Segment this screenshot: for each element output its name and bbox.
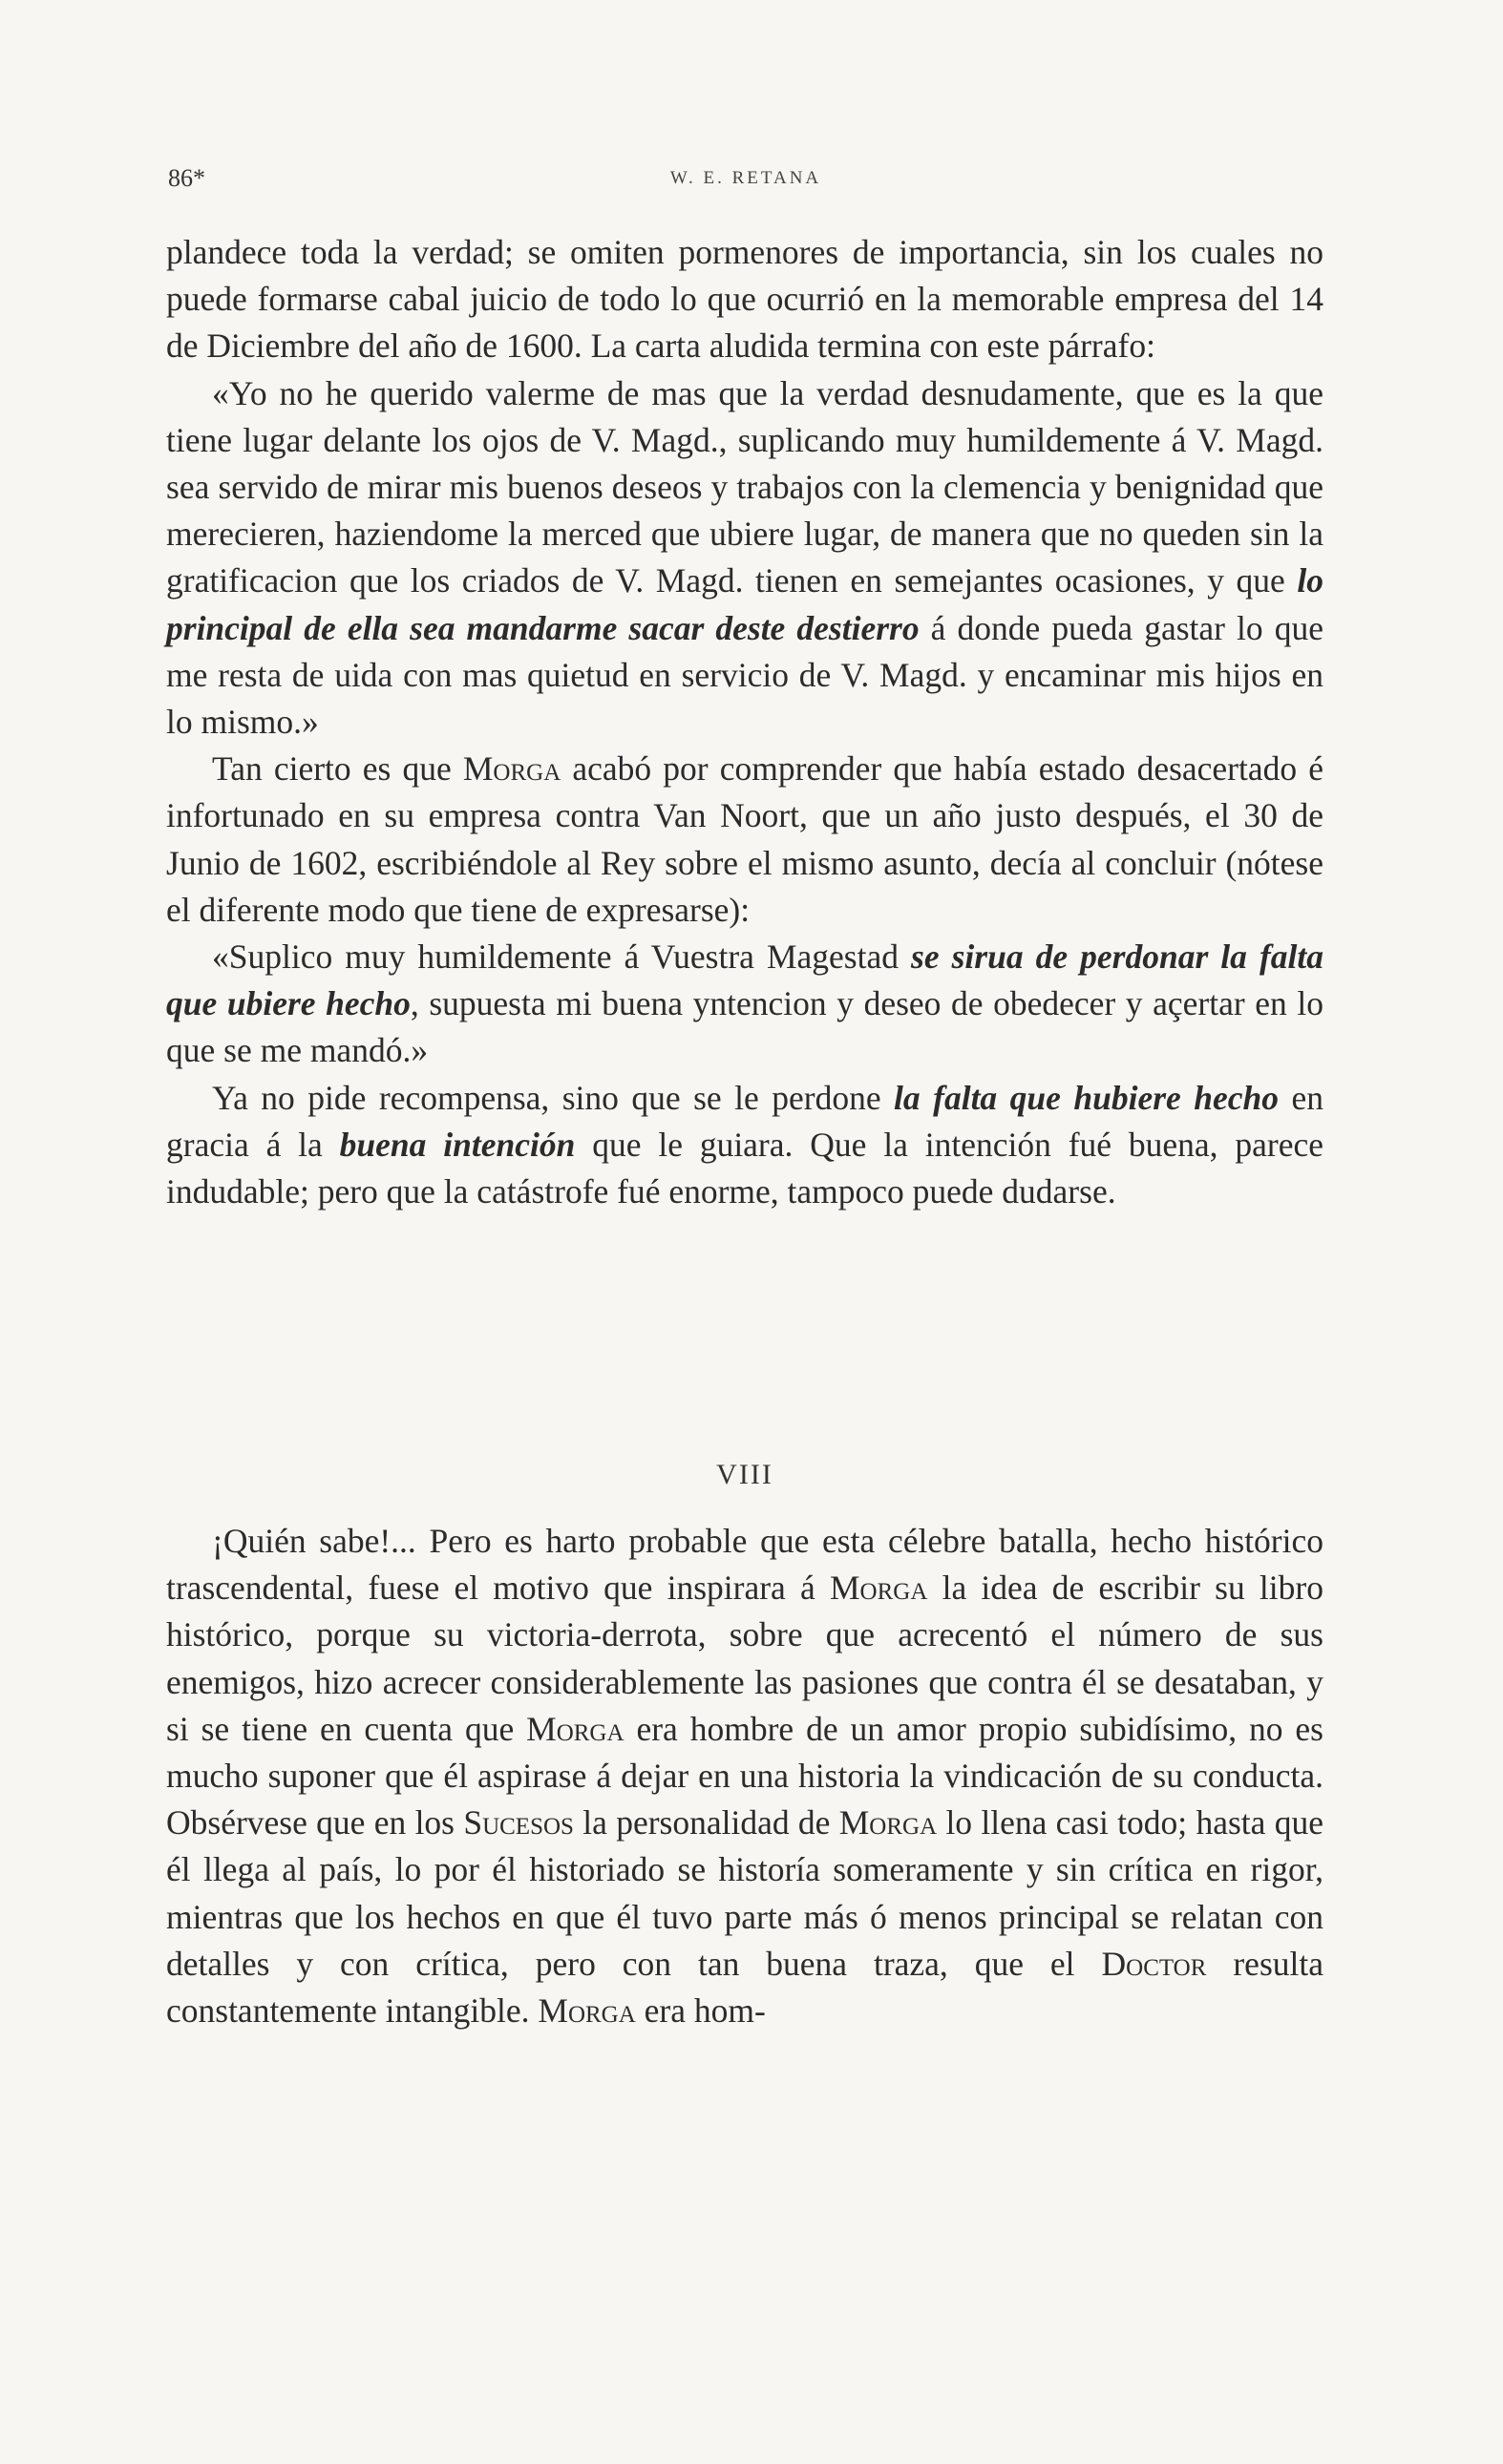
- paragraph-text: Ya no pide recompensa, sino que se le perdone: [212, 1078, 895, 1117]
- italic-quote: buena intención: [339, 1125, 576, 1164]
- small-caps-name: Morga: [462, 749, 561, 789]
- paragraph-text: «Yo no he querido valerme de mas que la verdad desnudamente, que es la que tiene lugar delante los ojos de V. Magd., suplicando muy humildemente á V. Magd. sea servido de mirar mis buenos deseos y trabajos con la clemencia y benignidad que merecieren, haziendome la merced que ubiere lugar, de manera que no queden sin la gratificacion que los criados de V. Magd. tienen en semejantes ocasiones, y que: [166, 373, 1323, 600]
- small-caps-name: Morga: [829, 1569, 928, 1608]
- paragraph-text: plandece toda la verdad; se omiten pormenores de importancia, sin los cuales no puede formarse cabal juicio de todo lo que ocurrió en la memorable empresa del 14 de Diciembre del año de 1600. La carta aludida termina con este párrafo:: [166, 233, 1323, 366]
- paragraph-text: la personalidad de: [573, 1803, 839, 1843]
- paragraph-text: «Suplico muy humildemente á Vuestra Magestad: [212, 937, 911, 977]
- paragraph: [166, 1518, 1323, 2034]
- small-caps-name: Morga: [538, 1991, 636, 2031]
- italic-quote: se sirua de perdonar la falta que ubiere hecho: [166, 937, 1323, 1023]
- paragraph: [166, 746, 1323, 934]
- paragraph: [166, 1075, 1323, 1216]
- page-number: 86*: [168, 164, 205, 192]
- small-caps-name: Doctor: [1101, 1944, 1207, 1983]
- paragraph: [166, 934, 1323, 1075]
- small-caps-name: Morga: [526, 1709, 624, 1748]
- paragraph-text: á donde pueda gastar lo que me resta de uida con mas quietud en servicio de V. Magd. y encaminar mis hijos en lo mismo.»: [166, 608, 1323, 742]
- italic-quote: lo principal de ella sea mandarme sacar deste destierro: [166, 561, 1323, 647]
- small-caps-name: Morga: [838, 1803, 938, 1843]
- body-text-lower: [166, 1518, 1323, 2034]
- paragraph-text: Tan cierto es que: [212, 749, 463, 789]
- running-head: W. E. RETANA: [669, 168, 822, 188]
- body-text-upper: [166, 229, 1323, 1215]
- paragraph-text: era hom-: [635, 1991, 766, 2031]
- paragraph-text: ¡Quién sabe!... Pero es harto probable que esta célebre batalla, hecho histórico trascendental, fuese el motivo que inspirara á: [166, 1522, 1323, 1608]
- paragraph-text: que le guiara. Que la intención fué buena, parece indudable; pero que la catástrofe fué enorme, tampoco puede dudarse.: [166, 1125, 1323, 1211]
- paragraph-text: era hombre de un amor propio subidísimo, no es mucho suponer que él aspirase á dejar en una historia la vindicación de su conducta. Obsérvese que en los: [166, 1709, 1323, 1843]
- paragraph-text: , supuesta mi buena yntencion y deseo de obedecer y açertar en lo que se me mandó.»: [166, 984, 1324, 1070]
- paragraph-text: resulta constantemente intangible.: [166, 1944, 1323, 2031]
- paragraph: [166, 229, 1323, 370]
- paragraph-text: la idea de escribir su libro histórico, porque su victoria-derrota, sobre que acrecentó el número de sus enemigos, hizo acrecer considerablemente las pasiones que contra él se desataban, y si se tiene en cuenta que: [166, 1569, 1323, 1748]
- paragraph-text: en gracia á la: [166, 1078, 1323, 1164]
- paragraph-text: lo llena casi todo; hasta que él llega al país, lo por él historiado se historía someramente y sin crítica en rigor, mientras que los hechos en que él tuvo parte más ó menos principal se relatan con detalles y con crítica, pero con tan buena traza, que el: [166, 1803, 1323, 1983]
- paragraph: [166, 370, 1323, 747]
- page-header: [168, 164, 1323, 202]
- small-caps-name: Sucesos: [463, 1803, 574, 1843]
- italic-quote: la falta que hubiere hecho: [894, 1078, 1280, 1117]
- section-heading: VIII: [716, 1459, 773, 1490]
- paragraph-text: acabó por comprender que había estado desacertado é infortunado en su empresa contra Van Noort, que un año justo después, el 30 de Junio de 1602, escribiéndole al Rey sobre el mismo asunto, decía al concluir (nótese el diferente modo que tiene de expresarse):: [166, 749, 1323, 929]
